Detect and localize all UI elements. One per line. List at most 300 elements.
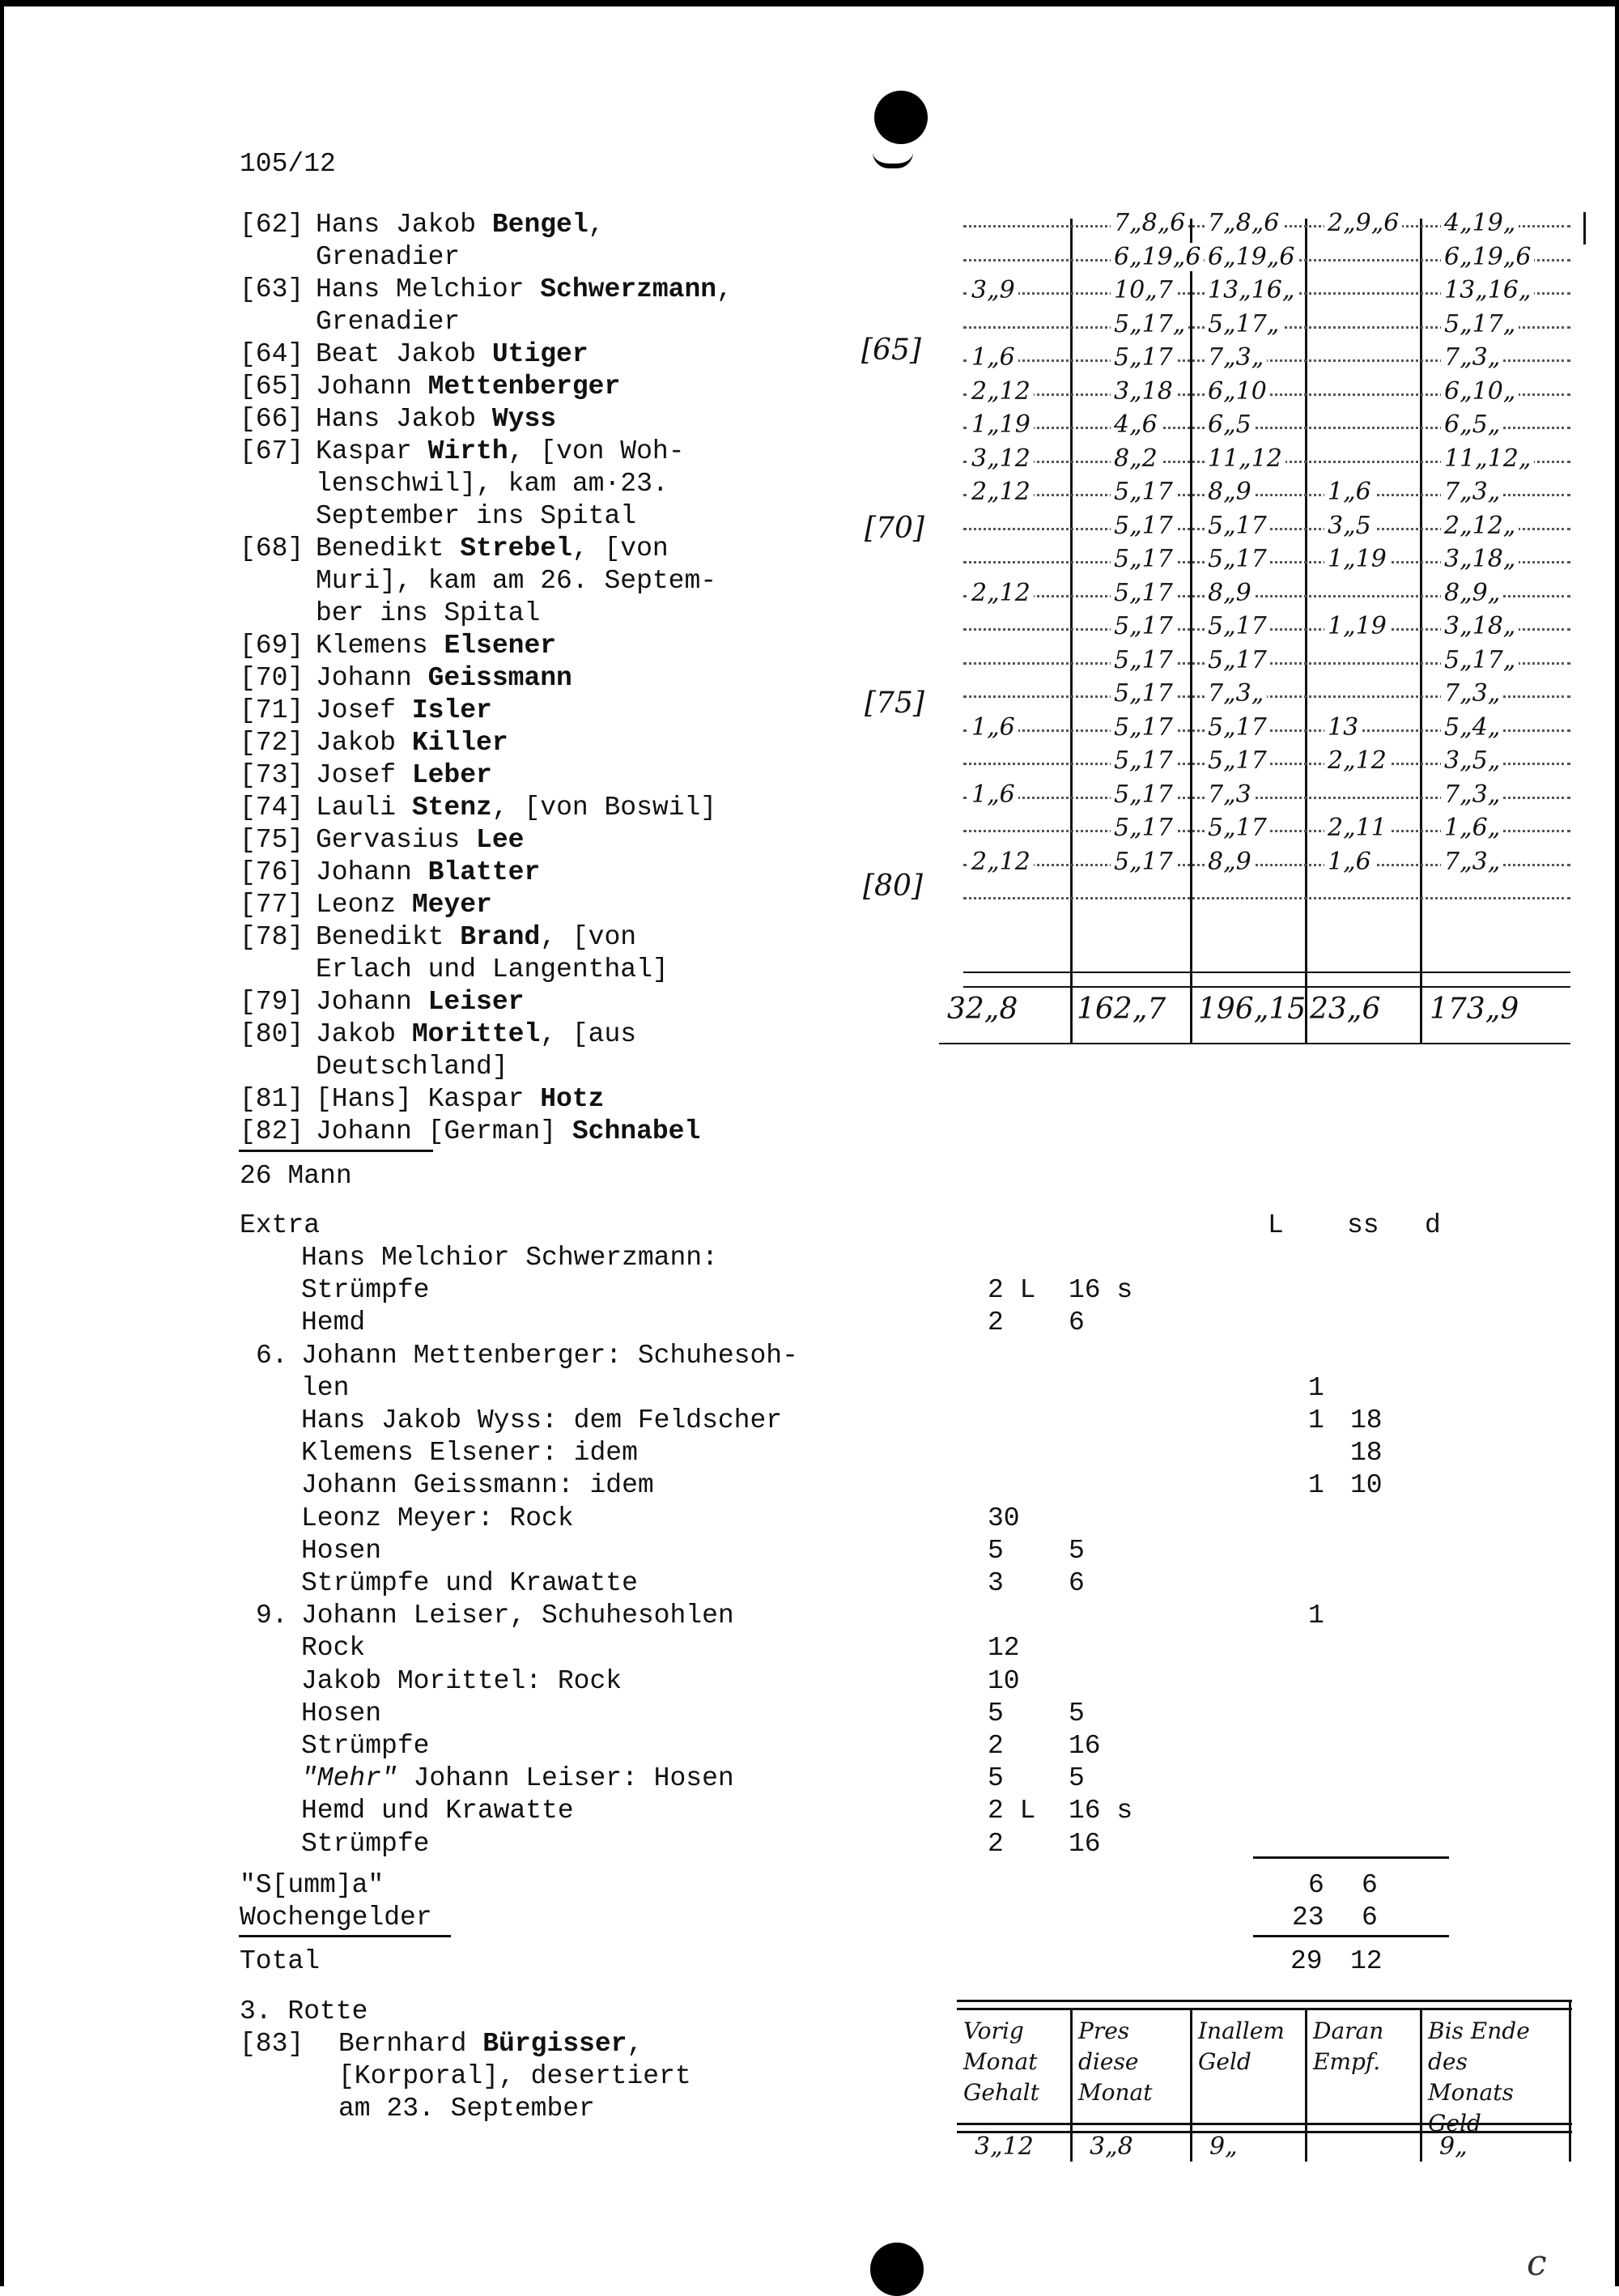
rotte-entry-cont-1: [Korporal], desertiert [338,2061,691,2091]
extra-item-shillings: 5 [1069,1536,1085,1566]
roster-entry-given: Lauli [316,793,412,823]
ledger-cell: 4„6 [1111,410,1161,439]
roster-entry [240,792,733,824]
roster-entry-given: Hans Jakob [316,210,492,240]
ledger-cell: 1„6 [968,343,1018,372]
extra-item-label: Johann Leiser: Hosen [397,1763,734,1793]
roster-entry-num: [76] [240,857,304,887]
extra-item-text [301,1568,638,1598]
bottom-ledger-top-rule-1 [957,2000,1572,2002]
roster-entry [240,1083,733,1116]
ledger-cell: 2„12 [968,848,1034,876]
extra-item-text [301,1763,734,1793]
roster-entry-surname: Strebel [460,534,572,563]
roster-entry-surname: Geissmann [427,663,572,693]
header-ss: ss [1347,1210,1379,1240]
ledger-cell: 8„9 [1205,579,1255,607]
roster-entry [240,662,733,695]
bottom-ledger-value: 9„ [1439,2132,1468,2161]
ledger-cell: 8„9 [1205,478,1255,506]
extra-item-label: Hosen [301,1699,382,1728]
ledger-cell: 7„3„ [1205,679,1267,708]
man-count: 26 Mann [240,1161,352,1191]
roster-entry-num: [72] [240,728,304,758]
ledger-cell: 3„18 [1111,377,1176,406]
roster-entry-given: [Hans] Kaspar [316,1084,541,1114]
roster-entry-continuation: ber ins Spital [316,598,541,628]
roster-entry-num: [69] [240,631,304,661]
ledger-col-line-1 [1070,219,1073,1044]
ledger-cell: 5„17 [1111,579,1176,607]
roster-entry-surname: Elsener [444,631,557,661]
wochengelder-ss: 6 [1362,1903,1378,1932]
extra-item-l: 1 [1308,1601,1324,1631]
page-reference: 105/12 [240,149,336,179]
ledger-sum-rule-2 [963,986,1570,988]
extra-item-text [301,1666,622,1696]
extra-title: Extra [240,1210,321,1240]
ledger-cell: 3„18„ [1441,545,1519,573]
extra-item-label: Johann Mettenberger: Schuhesoh- [301,1341,798,1371]
roster-entry-num: [73] [240,760,304,790]
extra-item-text [301,1307,365,1337]
ledger-cell: 2„12 [968,579,1034,607]
roster-entry [240,533,733,565]
roster-entry-num: [63] [240,274,304,304]
ledger-cell: 1„6„ [1441,814,1503,842]
roster-entry-continuation: lenschwil], kam am·23. [316,469,669,499]
ledger-sum-rule-3 [939,1043,1570,1044]
bottom-ledger-col-1 [1070,2008,1073,2162]
roster-entry-surname: Morittel [411,1019,541,1049]
roster-entry-continuation: Grenadier [316,307,461,337]
ledger-cell: 2„11 [1324,814,1390,842]
margin-mark-65: [65] [861,334,921,367]
ledger-cell: 7„8„6 [1205,209,1282,237]
extra-item-ss: 18 [1350,1405,1383,1435]
extra-item-label: Strümpfe [301,1731,430,1761]
ledger-cell: 7„3„ [1441,343,1503,372]
ledger-cell: 5„17 [1111,343,1176,372]
roster-entry-note: , [von Woh- [508,436,685,466]
bottom-ledger-value: 3„12 [975,2132,1034,2161]
ledger-cell: 4„19„ [1441,209,1519,237]
ledger-cell: 5„17 [1111,612,1176,640]
ledger-cell: 5„4„ [1441,713,1503,742]
extra-item-l: 1 [1308,1405,1324,1435]
bottom-ledger-header: Vorig Monat Gehalt [963,2018,1039,2106]
extra-item-pounds: 5 [988,1536,1004,1566]
extra-item-pounds: 5 [988,1763,1004,1793]
extra-item-ss: 10 [1350,1470,1383,1500]
roster-entry-surname: Lee [476,825,525,855]
summa-label: "S[umm]a" [240,1870,385,1900]
roster-entry-num: [77] [240,890,304,920]
ledger-cell: 5„17 [1111,478,1176,506]
ledger-cell: 2„12 [968,377,1034,406]
roster-entry-num: [66] [240,404,304,434]
punch-hole-top [874,91,928,144]
header-d: d [1425,1210,1441,1240]
roster-entry-surname: Meyer [411,890,492,920]
roster-entry-surname: Brand [460,922,541,952]
roster-entry-given: Jakob [316,728,412,758]
ledger-col-line-4 [1420,219,1422,1044]
roster-entry [240,759,733,792]
extra-item-text [301,1341,798,1371]
extra-item-text [301,1601,734,1631]
scan-left-edge [0,0,4,2286]
roster-entry-given: Hans Jakob [316,404,492,434]
roster-entry-given: Johann [German] [316,1116,572,1146]
ledger-cell: 6„10„ [1441,377,1519,406]
ledger-cell: 7„3„ [1441,478,1503,506]
roster-entry [240,630,733,662]
ledger-cell: 5„17 [1111,848,1176,876]
ledger-cell: 6„10 [1205,377,1270,406]
extra-item-text [301,1438,638,1468]
extra-item-text [301,1470,654,1500]
extra-item-label: Strümpfe [301,1275,430,1305]
roster-entry-note: , [588,210,605,240]
extra-item-label: Strümpfe [301,1829,430,1859]
roster-entry-num: [82] [240,1116,304,1146]
roster-entry-num: [67] [240,436,304,466]
roster-entry [240,403,733,436]
roster-entry-num: [70] [240,663,304,693]
rotte-surname: Bürgisser [482,2029,627,2059]
roster-entry-num: [65] [240,372,304,402]
extra-item-text [301,1796,574,1826]
roster-entry-given: Johann [316,372,428,402]
extra-item-shillings: 16 s [1069,1275,1133,1305]
roster-entry-given: Jakob [316,1019,412,1049]
summa-ss: 6 [1362,1870,1378,1900]
bottom-ledger-col-4 [1420,2008,1422,2162]
extra-item-shillings: 6 [1069,1568,1085,1598]
roster-entry-num: [74] [240,793,304,823]
rotte-entry: Bernhard Bürgisser, [338,2029,644,2059]
ledger-cell: 7„3„ [1441,848,1503,876]
roster-entry-surname: Leber [411,760,492,790]
margin-mark-70: [70] [865,512,924,545]
ledger-cell: 5„17 [1205,814,1270,842]
roster-entry [240,889,733,921]
roster-entry [240,921,733,954]
roster-entry [240,1116,733,1148]
extra-item-label: Johann Geissmann: idem [301,1470,654,1500]
ledger-cell: 1„6 [968,780,1018,809]
corner-mark: c [1527,2243,1547,2284]
header-l: L [1268,1210,1284,1240]
roster-entry [240,436,733,468]
bottom-ledger-top-rule-2 [957,2008,1572,2010]
roster-entry-given: Josef [316,760,412,790]
ledger-cell: 7„3„ [1441,780,1503,809]
roster-end-rule [239,1150,433,1152]
ledger-cell: 3„5„ [1441,746,1503,775]
roster-entry [240,824,733,857]
ledger-cell: 3„12 [968,444,1034,473]
extra-item-shillings: 16 [1069,1731,1101,1761]
scan-right-edge [1615,0,1619,2286]
ledger-cell: 7„3„ [1205,343,1267,372]
roster-entry-given: Johann [316,987,428,1017]
ledger-cell: 1„6 [968,713,1018,742]
bottom-ledger-header: Daran Empf. [1313,2018,1384,2075]
ledger-cell: 8„9„ [1441,579,1503,607]
roster-entry-given: Kaspar [316,436,428,466]
roster-entry-surname: Mettenberger [427,372,621,402]
roster-entry-continuation: Deutschland] [316,1052,508,1082]
roster-entry-num: [62] [240,210,304,240]
extra-item-shillings: 5 [1069,1699,1085,1728]
roster-entry-surname: Wirth [427,436,508,466]
ledger-sum-rule-1 [963,972,1570,973]
roster-entry-given: Johann [316,663,428,693]
extra-item-shillings: 16 [1069,1829,1101,1859]
rotte-entry-num: [83] [240,2029,304,2059]
ledger-total: 173„9 [1430,993,1519,1026]
ledger-cell: 10„7 [1111,276,1176,304]
ledger-cell: 13 [1324,713,1362,742]
roster-entry-continuation: September ins Spital [316,501,637,531]
roster-entry-num: [75] [240,825,304,855]
roster-entry-given: Benedikt [316,922,461,952]
ledger-cell: 5„17 [1111,713,1176,742]
ledger-cell: 5„17 [1111,679,1176,708]
extra-item-label: Hans Jakob Wyss: dem Feldscher [301,1405,783,1435]
roster-entry-num: [79] [240,987,304,1017]
extra-item-index: 9. [256,1601,288,1631]
bottom-ledger-col-3 [1305,2008,1307,2162]
extra-item-pounds: 12 [988,1633,1020,1663]
ledger-cell: 5„17 [1111,545,1176,573]
ledger-total: 32„8 [947,993,1018,1026]
roster-entry-surname: Isler [411,695,492,725]
roster-entry-note: , [von Boswil] [491,793,717,823]
ledger-cell: 1„6 [1324,478,1375,506]
ledger-total: 23„6 [1310,993,1381,1026]
ledger-cell: 5„17„ [1205,310,1282,338]
roster-entry-num: [64] [240,339,304,369]
roster-entry-num: [80] [240,1019,304,1049]
ledger-cell: 5„17„ [1111,310,1188,338]
rotte-entry-cont-2: am 23. September [338,2094,595,2124]
bottom-ledger-header: Inallem Geld [1198,2018,1285,2075]
extra-item-prefix: "Mehr" [301,1763,397,1793]
roster-entry-note: , [von [540,922,637,952]
extra-item-pounds: 2 [988,1829,1004,1859]
ledger-cell: 1„19 [968,410,1034,439]
roster-entry-surname: Blatter [427,857,541,887]
wochengelder-underline [239,1935,451,1937]
ledger-cell: 5„17 [1111,512,1176,540]
ledger-cell: 13„16„ [1441,276,1534,304]
roster-entry-given: Beat Jakob [316,339,492,369]
roster-entry [240,274,733,306]
roster-entry [240,727,733,759]
bottom-ledger-value: 3„8 [1090,2132,1133,2161]
roster-entry-surname: Killer [411,728,508,758]
roster-entry-continuation: Erlach und Langenthal] [316,955,669,984]
extra-item-label: len [301,1373,350,1403]
ledger-cell: 2„9„6 [1324,209,1402,237]
ledger-cell: 3„5 [1324,512,1375,540]
extra-item-index: 6. [256,1341,288,1371]
ledger-cell: 6„5„ [1441,410,1503,439]
ledger-cell: 7„8„6 [1111,209,1188,237]
extra-item-label: Hans Melchior Schwerzmann: [301,1243,718,1273]
margin-mark-75: [75] [865,687,924,720]
extra-item-text [301,1633,365,1663]
roster-entry-given: Josef [316,695,412,725]
roster-entry-given: Hans Melchior [316,274,541,304]
ledger-cell: 11„12„ [1441,444,1534,473]
roster-entry-surname: Leiser [427,987,525,1017]
ledger-cell: 5„17 [1205,646,1270,674]
ledger-cell: 6„19„6 [1441,243,1534,271]
rotte-title: 3. Rotte [240,1996,368,2026]
wochengelder-label: Wochengelder [240,1903,432,1932]
roster-entry-surname: Stenz [411,793,492,823]
roster-entry [240,695,733,727]
roster-entry-note: , [716,274,733,304]
roster-entry [240,209,733,241]
ledger-cell: 13„16„ [1205,276,1298,304]
roster-entry-num: [81] [240,1084,304,1114]
ledger-cell: 5„17„ [1441,646,1519,674]
roster-entry [240,857,733,889]
ledger-cell: 1„19 [1324,612,1390,640]
extra-item-pounds: 5 [988,1699,1004,1728]
ledger-cell: 5„17„ [1441,310,1519,338]
ledger-cell: 3„18„ [1441,612,1519,640]
extra-item-pounds: 3 [988,1568,1004,1598]
extra-item-label: Klemens Elsener: idem [301,1438,638,1468]
punch-hole-bottom [870,2243,924,2296]
extra-item-label: Hosen [301,1536,382,1566]
extra-item-text [301,1731,429,1761]
roster-entry [240,986,733,1018]
ledger-cell: 8„9 [1205,848,1255,876]
extra-item-text [301,1536,381,1566]
ledger-cell: 6„19„6 [1111,243,1204,271]
roster-entry-num: [68] [240,534,304,563]
extra-item-text [301,1503,574,1533]
ledger-cell: 7„3 [1205,780,1255,809]
ledger-cell: 3„9 [968,276,1018,304]
ledger-cell: 2„12„ [1441,512,1519,540]
extra-item-shillings: 16 s [1069,1796,1133,1826]
ledger-col-line-2 [1190,219,1192,1044]
extra-item-shillings: 6 [1069,1307,1085,1337]
ledger-cell: 8„2 [1111,444,1161,473]
ledger-cell: 5„17 [1205,612,1270,640]
ledger-cell: 5„17 [1111,814,1176,842]
extra-item-l: 1 [1308,1470,1324,1500]
extra-item-label: Rock [301,1633,366,1663]
ledger-col-line-3 [1305,219,1307,1044]
roster-entry-given: Johann [316,857,428,887]
ledger-cell: 5„17 [1111,746,1176,775]
total-ss: 12 [1350,1946,1383,1976]
roster-list [240,209,733,1148]
bottom-ledger-col-2 [1190,2008,1192,2162]
roster-entry-given: Klemens [316,631,444,661]
roster-entry-given: Gervasius [316,825,477,855]
margin-mark-80: [80] [863,870,923,903]
roster-entry-surname: Wyss [491,404,557,434]
ledger-cell: 7„3„ [1441,679,1503,708]
extra-item-l: 1 [1308,1373,1324,1403]
summa-l: 6 [1308,1870,1324,1900]
roster-entry-note: , [von [572,534,669,563]
roster-entry-surname: Bengel [491,210,589,240]
sum-rule-2 [1253,1935,1449,1937]
ledger-cell: 11„12 [1205,444,1285,473]
ledger-cell: 5„17 [1205,512,1270,540]
ledger-cell: 1„19 [1324,545,1390,573]
extra-item-ss: 18 [1350,1438,1383,1468]
total-l: 29 [1290,1946,1323,1976]
extra-item-label: Hemd [301,1307,366,1337]
extra-item-label: Hemd und Krawatte [301,1796,574,1826]
extra-item-text [301,1243,718,1273]
roster-entry-surname: Schnabel [572,1116,701,1146]
extra-item-text [301,1275,429,1305]
scan-top-edge [0,0,1619,6]
roster-entry-num: [71] [240,695,304,725]
ledger-total: 162„7 [1077,993,1166,1026]
extra-item-label: Strümpfe und Krawatte [301,1568,638,1598]
extra-item-label: Leonz Meyer: Rock [301,1503,574,1533]
ledger-total: 196„15 [1198,993,1307,1026]
ledger-cell: 6„19„6 [1205,243,1298,271]
extra-item-label: Jakob Morittel: Rock [301,1666,623,1696]
roster-entry-given: Benedikt [316,534,461,563]
extra-item-pounds: 2 [988,1307,1004,1337]
roster-entry-continuation: Muri], kam am 26. Septem- [316,566,717,596]
bottom-ledger-header: Bis Ende des Monats Geld [1428,2018,1530,2137]
ledger-right-line [1583,212,1586,244]
wochengelder-l: 23 [1292,1903,1324,1932]
extra-item-text [301,1405,782,1435]
bottom-ledger-header: Pres diese Monat [1078,2018,1153,2106]
roster-entry [240,338,733,371]
roster-entry [240,1018,733,1051]
extra-item-shillings: 5 [1069,1763,1085,1793]
roster-entry-note: , [aus [540,1019,637,1049]
extra-item-label: Johann Leiser, Schuhesohlen [301,1601,734,1631]
roster-entry-surname: Hotz [540,1084,605,1114]
extra-item-pounds: 2 [988,1731,1004,1761]
bottom-ledger-right [1569,2000,1571,2162]
ledger-cell: 6„5 [1205,410,1255,439]
extra-item-pounds: 30 [988,1503,1020,1533]
ledger-cell: 2„12 [1324,746,1390,775]
extra-item-pounds: 2 L [988,1275,1036,1305]
ledger-row-dots [963,897,1570,899]
ledger-cell: 5„17 [1205,746,1270,775]
roster-entry-surname: Schwerzmann [540,274,717,304]
ledger-cell: 2„12 [968,478,1034,506]
roster-entry-num: [78] [240,922,304,952]
ledger-cell: 1„6 [1324,848,1375,876]
roster-entry [240,371,733,403]
ledger-cell: 5„17 [1111,780,1176,809]
extra-item-text [301,1373,349,1403]
